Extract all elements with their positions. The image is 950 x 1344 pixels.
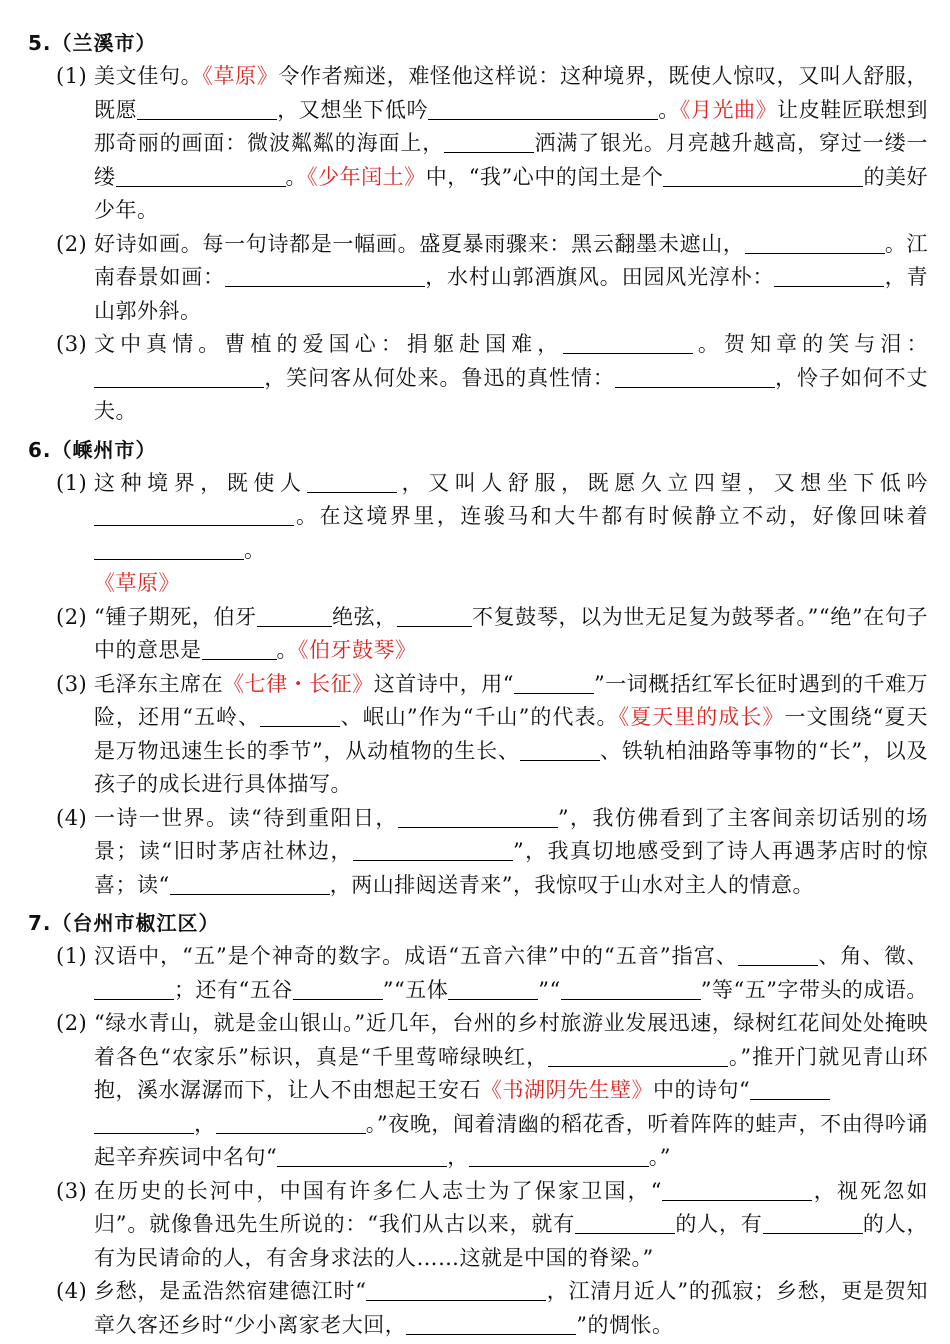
- text: ”的惆怅。: [576, 1312, 674, 1337]
- answer-blank[interactable]: [774, 264, 884, 287]
- text: 、角、徵、: [817, 944, 928, 968]
- answer-blank[interactable]: [94, 503, 294, 526]
- question-6-item-3: [28, 668, 928, 802]
- text: 中的诗句“: [653, 1078, 751, 1102]
- answer-blank[interactable]: [307, 469, 397, 492]
- item-number: (1): [56, 944, 88, 968]
- text: 文中真情。曹植的爱国心：捐躯赴国难，: [94, 332, 564, 356]
- item-number: (3): [56, 1178, 88, 1203]
- text: ”，我真切地感受到了诗人再遇茅店时的惊喜；读“: [94, 839, 928, 897]
- worksheet-page: [28, 22, 928, 1342]
- text: ，: [194, 1111, 216, 1136]
- answer-blank[interactable]: [514, 670, 594, 693]
- text: 。”: [648, 1145, 671, 1169]
- text: 。”夜晚，闻着清幽的稻花香，听着阵阵的蛙声，不由得吟诵起辛弃疾词中名句“: [94, 1111, 929, 1169]
- text: 令作者痴迷，难怪他这样说：这种境界，既使人惊叹，又叫人舒服，既愿: [94, 64, 929, 122]
- answer-blank[interactable]: [94, 976, 174, 999]
- question-6-header: 6.（嵊州市）: [28, 437, 157, 462]
- question-5-item-1: [28, 60, 928, 228]
- text: 中，“我”心中的闰土是个: [425, 164, 664, 189]
- answer-blank[interactable]: [561, 976, 701, 999]
- answer-blank[interactable]: [257, 603, 332, 626]
- text: 。: [658, 97, 680, 122]
- answer-blank[interactable]: [293, 976, 383, 999]
- answer-blank[interactable]: [763, 1211, 863, 1234]
- text: 好诗如画。每一句诗都是一幅画。盛夏暴雨骤来：黑云翻墨未遮山，: [94, 231, 745, 256]
- text: ，又想坐下低吟: [277, 97, 429, 122]
- item-number: (4): [56, 1279, 88, 1303]
- answer-blank[interactable]: [448, 976, 538, 999]
- text: 汉语中，“五”是个神奇的数字。成语“五音六律”中的“五音”指宫、: [94, 944, 738, 968]
- question-7-item-4: [28, 1275, 928, 1342]
- item-number: (4): [56, 805, 88, 830]
- text: 洒满了银光。月亮越升越高，穿过一缕一缕: [94, 131, 929, 189]
- answer-blank[interactable]: [170, 871, 330, 894]
- text: ”“五体: [382, 977, 449, 1002]
- item-number: (1): [56, 470, 88, 495]
- text: 的人，有为民请命的人，有舍身求法的人……这就是中国的脊梁。”: [94, 1212, 928, 1270]
- question-7-item-3: [28, 1175, 928, 1276]
- text: ”一词概括红军长征时遇到的千难万险，还用“五岭、: [94, 671, 928, 729]
- text: 乡愁，是孟浩然宿建德江时“: [94, 1279, 367, 1303]
- answer-blank[interactable]: [750, 1077, 830, 1100]
- text: ；还有“五谷: [174, 977, 293, 1002]
- answer-blank[interactable]: [662, 1177, 812, 1200]
- question-7-item-1: [28, 940, 928, 1007]
- title-caoyuan: 《草原》: [202, 64, 279, 88]
- question-5-item-3: [28, 328, 928, 429]
- text: ”，我仿佛看到了主客间亲切话别的场景；读“旧时茅店社林边，: [94, 805, 928, 863]
- answer-blank[interactable]: [137, 96, 277, 119]
- text: 。”推开门就见青山环抱，溪水潺潺而下，让人不由想起王安石: [94, 1044, 928, 1102]
- item-number: (2): [56, 604, 88, 629]
- question-5-header: 5.（兰溪市）: [28, 31, 157, 55]
- answer-blank[interactable]: [353, 838, 513, 861]
- title-yueguangqu: 《月光曲》: [679, 97, 778, 122]
- text: 让皮鞋匠联想到那奇丽的画面：微波粼粼的海面上，: [94, 97, 929, 155]
- text: 一文围绕“夏天是万物迅速生长的季节”，从动植物的生长、: [94, 705, 928, 763]
- text: 。贺知章的笑与泪：: [693, 332, 929, 356]
- title-qilvchangzheng: 《七律・长征》: [223, 671, 374, 696]
- text: ，又叫人舒服，既愿久立四望，又想坐下低吟: [396, 470, 929, 495]
- item-number: (3): [56, 332, 88, 356]
- text: 。江南春景如画：: [94, 231, 928, 289]
- answer-blank[interactable]: [745, 230, 885, 253]
- question-7-item-2: [28, 1007, 928, 1175]
- answer-blank[interactable]: [469, 1144, 649, 1167]
- answer-blank[interactable]: [202, 637, 277, 660]
- text: ，江清月近人”的孤寂；乡愁，更是贺知章久客还乡时“少小离家老大回，: [94, 1279, 928, 1337]
- item-number: (2): [56, 231, 88, 256]
- source-boyaguqin: 《伯牙鼓琴》: [298, 638, 417, 662]
- text: ，笑问客从何处来。鲁迅的真性情：: [264, 365, 615, 390]
- answer-blank[interactable]: [94, 364, 264, 387]
- text: ，青山郭外斜。: [94, 265, 929, 323]
- title-shaonianruntu: 《少年闰土》: [307, 164, 426, 189]
- text: 不复鼓琴，以为世无足复为鼓琴者。”“绝”在句子中的意思是: [94, 604, 928, 662]
- text: 在历史的长河中，中国有许多仁人志士为了保家卫国，“: [94, 1178, 663, 1203]
- text: ”等“五”字带头的成语。: [700, 977, 928, 1002]
- text: ，视死忽如归”。就像鲁迅先生所说的：“我们从古以来，就有: [94, 1178, 929, 1236]
- source-caoyuan: 《草原》: [94, 571, 180, 595]
- answer-blank[interactable]: [663, 163, 863, 186]
- answer-blank[interactable]: [260, 704, 340, 727]
- text: ，水村山郭酒旗风。田园风光淳朴：: [424, 265, 775, 289]
- answer-blank[interactable]: [366, 1278, 546, 1301]
- answer-blank[interactable]: [428, 96, 658, 119]
- text: 一诗一世界。读“待到重阳日，: [94, 805, 398, 830]
- text: ，: [447, 1145, 469, 1169]
- answer-blank[interactable]: [94, 536, 244, 559]
- answer-blank[interactable]: [444, 130, 534, 153]
- answer-blank[interactable]: [615, 364, 775, 387]
- text: 美文佳句。: [94, 64, 203, 88]
- text: 的人，有: [675, 1212, 763, 1236]
- text: 毛泽东主席在: [94, 671, 224, 696]
- item-number: (1): [56, 64, 88, 88]
- text: 绝弦，: [331, 604, 397, 629]
- answer-blank[interactable]: [406, 1311, 576, 1334]
- item-number: (2): [56, 1011, 88, 1035]
- text: ，怜子如何不丈夫。: [94, 365, 929, 423]
- answer-blank[interactable]: [548, 1043, 728, 1066]
- answer-blank[interactable]: [575, 1211, 675, 1234]
- text: 。在这境界里，连骏马和大牛都有时候静立不动，好像回味着: [294, 504, 928, 528]
- text: 。: [276, 638, 298, 662]
- answer-blank[interactable]: [225, 264, 425, 287]
- question-7-header: 7.（台州市椒江区）: [28, 911, 220, 935]
- answer-blank[interactable]: [520, 737, 600, 760]
- text: 。: [244, 537, 266, 562]
- answer-blank[interactable]: [94, 1110, 194, 1133]
- question-6-item-4: [28, 802, 928, 903]
- title-xiatianlidechengzhang: 《夏天里的成长》: [618, 705, 785, 729]
- text: 这种境界，既使人: [94, 470, 307, 495]
- question-6-item-1: [28, 467, 928, 601]
- title-shuhuyinxianshengbi: 《书湖阴先生壁》: [481, 1078, 653, 1102]
- answer-blank[interactable]: [398, 804, 558, 827]
- text: ”“: [538, 977, 561, 1002]
- text: 这首诗中，用“: [373, 671, 515, 696]
- text: “锺子期死，伯牙: [94, 604, 257, 629]
- text: 。: [285, 164, 308, 189]
- answer-blank[interactable]: [397, 603, 472, 626]
- item-number: (3): [56, 671, 88, 696]
- answer-blank[interactable]: [738, 943, 818, 966]
- text: ，两山排闼送青来”，我惊叹于山水对主人的情意。: [329, 872, 814, 897]
- question-5-item-2: [28, 228, 928, 329]
- answer-blank[interactable]: [563, 331, 693, 354]
- text: 、铁轨柏油路等事物的“长”，以及孩子的成长进行具体描写。: [94, 738, 928, 796]
- text: 的美好少年。: [94, 164, 929, 222]
- answer-blank[interactable]: [277, 1144, 447, 1167]
- question-6-item-2: [28, 601, 928, 668]
- answer-blank[interactable]: [216, 1110, 366, 1133]
- text: 、岷山”作为“千山”的代表。: [340, 705, 619, 729]
- answer-blank[interactable]: [116, 163, 286, 186]
- text: “绿水青山，就是金山银山。”近几年，台州的乡村旅游业发展迅速，绿树红花间处处掩映着各色“农家乐”标识，真是“千里莺啼绿映红，: [94, 1011, 928, 1069]
